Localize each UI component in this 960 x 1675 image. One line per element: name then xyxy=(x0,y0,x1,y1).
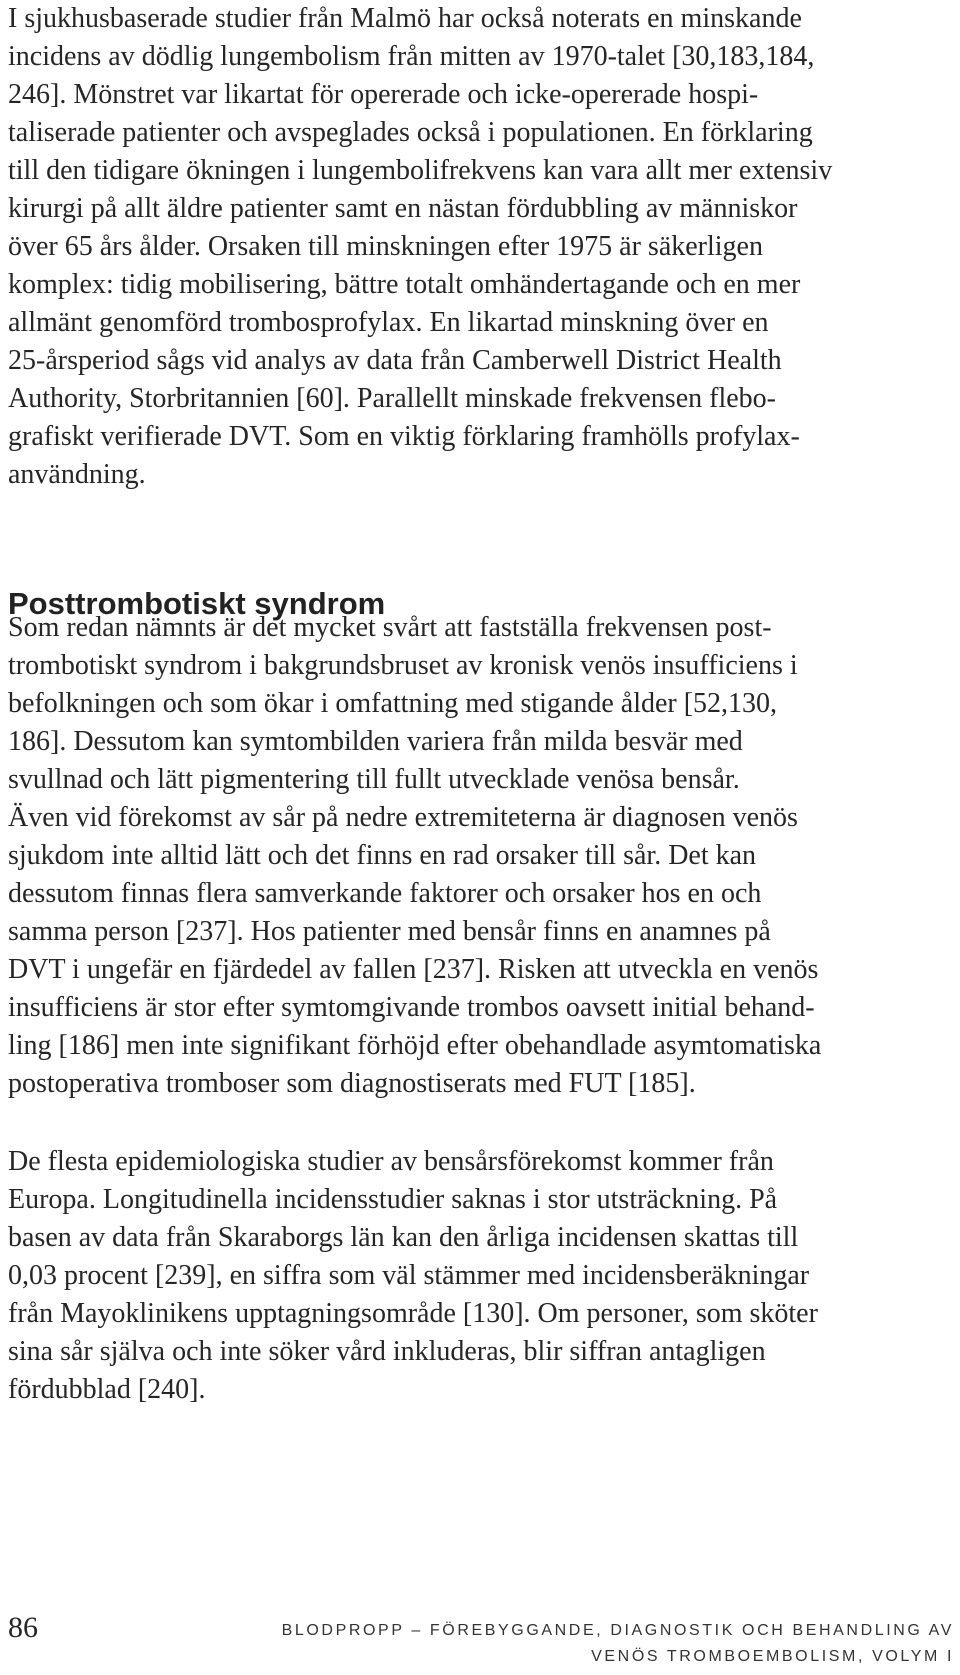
text-line: trombotiskt syndrom i bakgrundsbruset av kronisk venös insufficiens i xyxy=(8,650,798,681)
text-line: Authority, Storbritannien [60]. Parallellt minskade frekvensen flebo- xyxy=(8,383,776,414)
text-line: De flesta epidemiologiska studier av bensårsförekomst kommer från xyxy=(8,1146,774,1177)
text-line: 246]. Mönstret var likartat för opererade och icke-opererade hospi- xyxy=(8,79,759,110)
text-line: dessutom finnas flera samverkande faktorer och orsaker hos en och xyxy=(8,878,762,909)
text-line: fördubblad [240]. xyxy=(8,1374,206,1405)
text-line: 186]. Dessutom kan symtombilden variera från milda besvär med xyxy=(8,726,743,757)
text-line: från Mayoklinikens upptagningsområde [130]. Om personer, som sköter xyxy=(8,1298,818,1329)
page-number: 86 xyxy=(8,1611,38,1644)
text-line: taliserade patienter och avspeglades också i populationen. En förklaring xyxy=(8,117,813,148)
text-line: postoperativa tromboser som diagnostiserats med FUT [185]. xyxy=(8,1068,696,1099)
text-line: incidens av dödlig lungembolism från mitten av 1970-talet [30,183,184, xyxy=(8,41,815,72)
section-heading: Posttrombotiskt syndrom xyxy=(8,586,386,621)
text-line: till den tidigare ökningen i lungembolifrekvens kan vara allt mer extensiv xyxy=(8,155,833,186)
text-line: grafiskt verifierade DVT. Som en viktig förklaring framhölls profylax- xyxy=(8,421,800,452)
running-footer-title xyxy=(254,1618,954,1670)
text-line: I sjukhusbaserade studier från Malmö har också noterats en minskande xyxy=(8,3,802,34)
running-footer-line: BLODPROPP – FÖREBYGGANDE, DIAGNOSTIK OCH BEHANDLING AV xyxy=(281,1622,954,1639)
text-line: ling [186] men inte signifikant förhöjd efter obehandlade asymtomatiska xyxy=(8,1030,822,1061)
text-line: Även vid förekomst av sår på nedre extremiteterna är diagnosen venös xyxy=(8,802,798,833)
text-line: 0,03 procent [239], en siffra som väl stämmer med incidensberäkningar xyxy=(8,1260,810,1291)
text-line: Europa. Longitudinella incidensstudier saknas i stor utsträckning. På xyxy=(8,1184,778,1215)
text-line: insufficiens är stor efter symtomgivande trombos oavsett initial behand- xyxy=(8,992,815,1023)
text-line: 25-årsperiod sågs vid analys av data från Camberwell District Health xyxy=(8,345,782,376)
text-line: befolkningen och som ökar i omfattning med stigande ålder [52,130, xyxy=(8,688,778,719)
text-line: samma person [237]. Hos patienter med bensår finns en anamnes på xyxy=(8,916,771,947)
text-line: användning. xyxy=(8,459,146,490)
text-line: allmänt genomförd trombosprofylax. En likartad minskning över en xyxy=(8,307,769,338)
text-line: DVT i ungefär en fjärdedel av fallen [237]. Risken att utveckla en venös xyxy=(8,954,819,985)
running-footer-line: VENÖS TROMBOEMBOLISM, VOLYM I xyxy=(591,1648,954,1665)
text-line: Som redan nämnts är det mycket svårt att fastställa frekvensen post- xyxy=(8,612,772,643)
text-line: basen av data från Skaraborgs län kan den årliga incidensen skattas till xyxy=(8,1222,799,1253)
text-line: kirurgi på allt äldre patienter samt en nästan fördubbling av människor xyxy=(8,193,798,224)
text-line: sjukdom inte alltid lätt och det finns en rad orsaker till sår. Det kan xyxy=(8,840,757,871)
text-line: komplex: tidig mobilisering, bättre totalt omhändertagande och en mer xyxy=(8,269,801,300)
text-line: sina sår själva och inte söker vård inkluderas, blir siffran antagligen xyxy=(8,1336,766,1367)
text-line: över 65 års ålder. Orsaken till minskningen efter 1975 är säkerligen xyxy=(8,231,763,262)
text-line: svullnad och lätt pigmentering till fullt utvecklade venösa bensår. xyxy=(8,764,740,795)
